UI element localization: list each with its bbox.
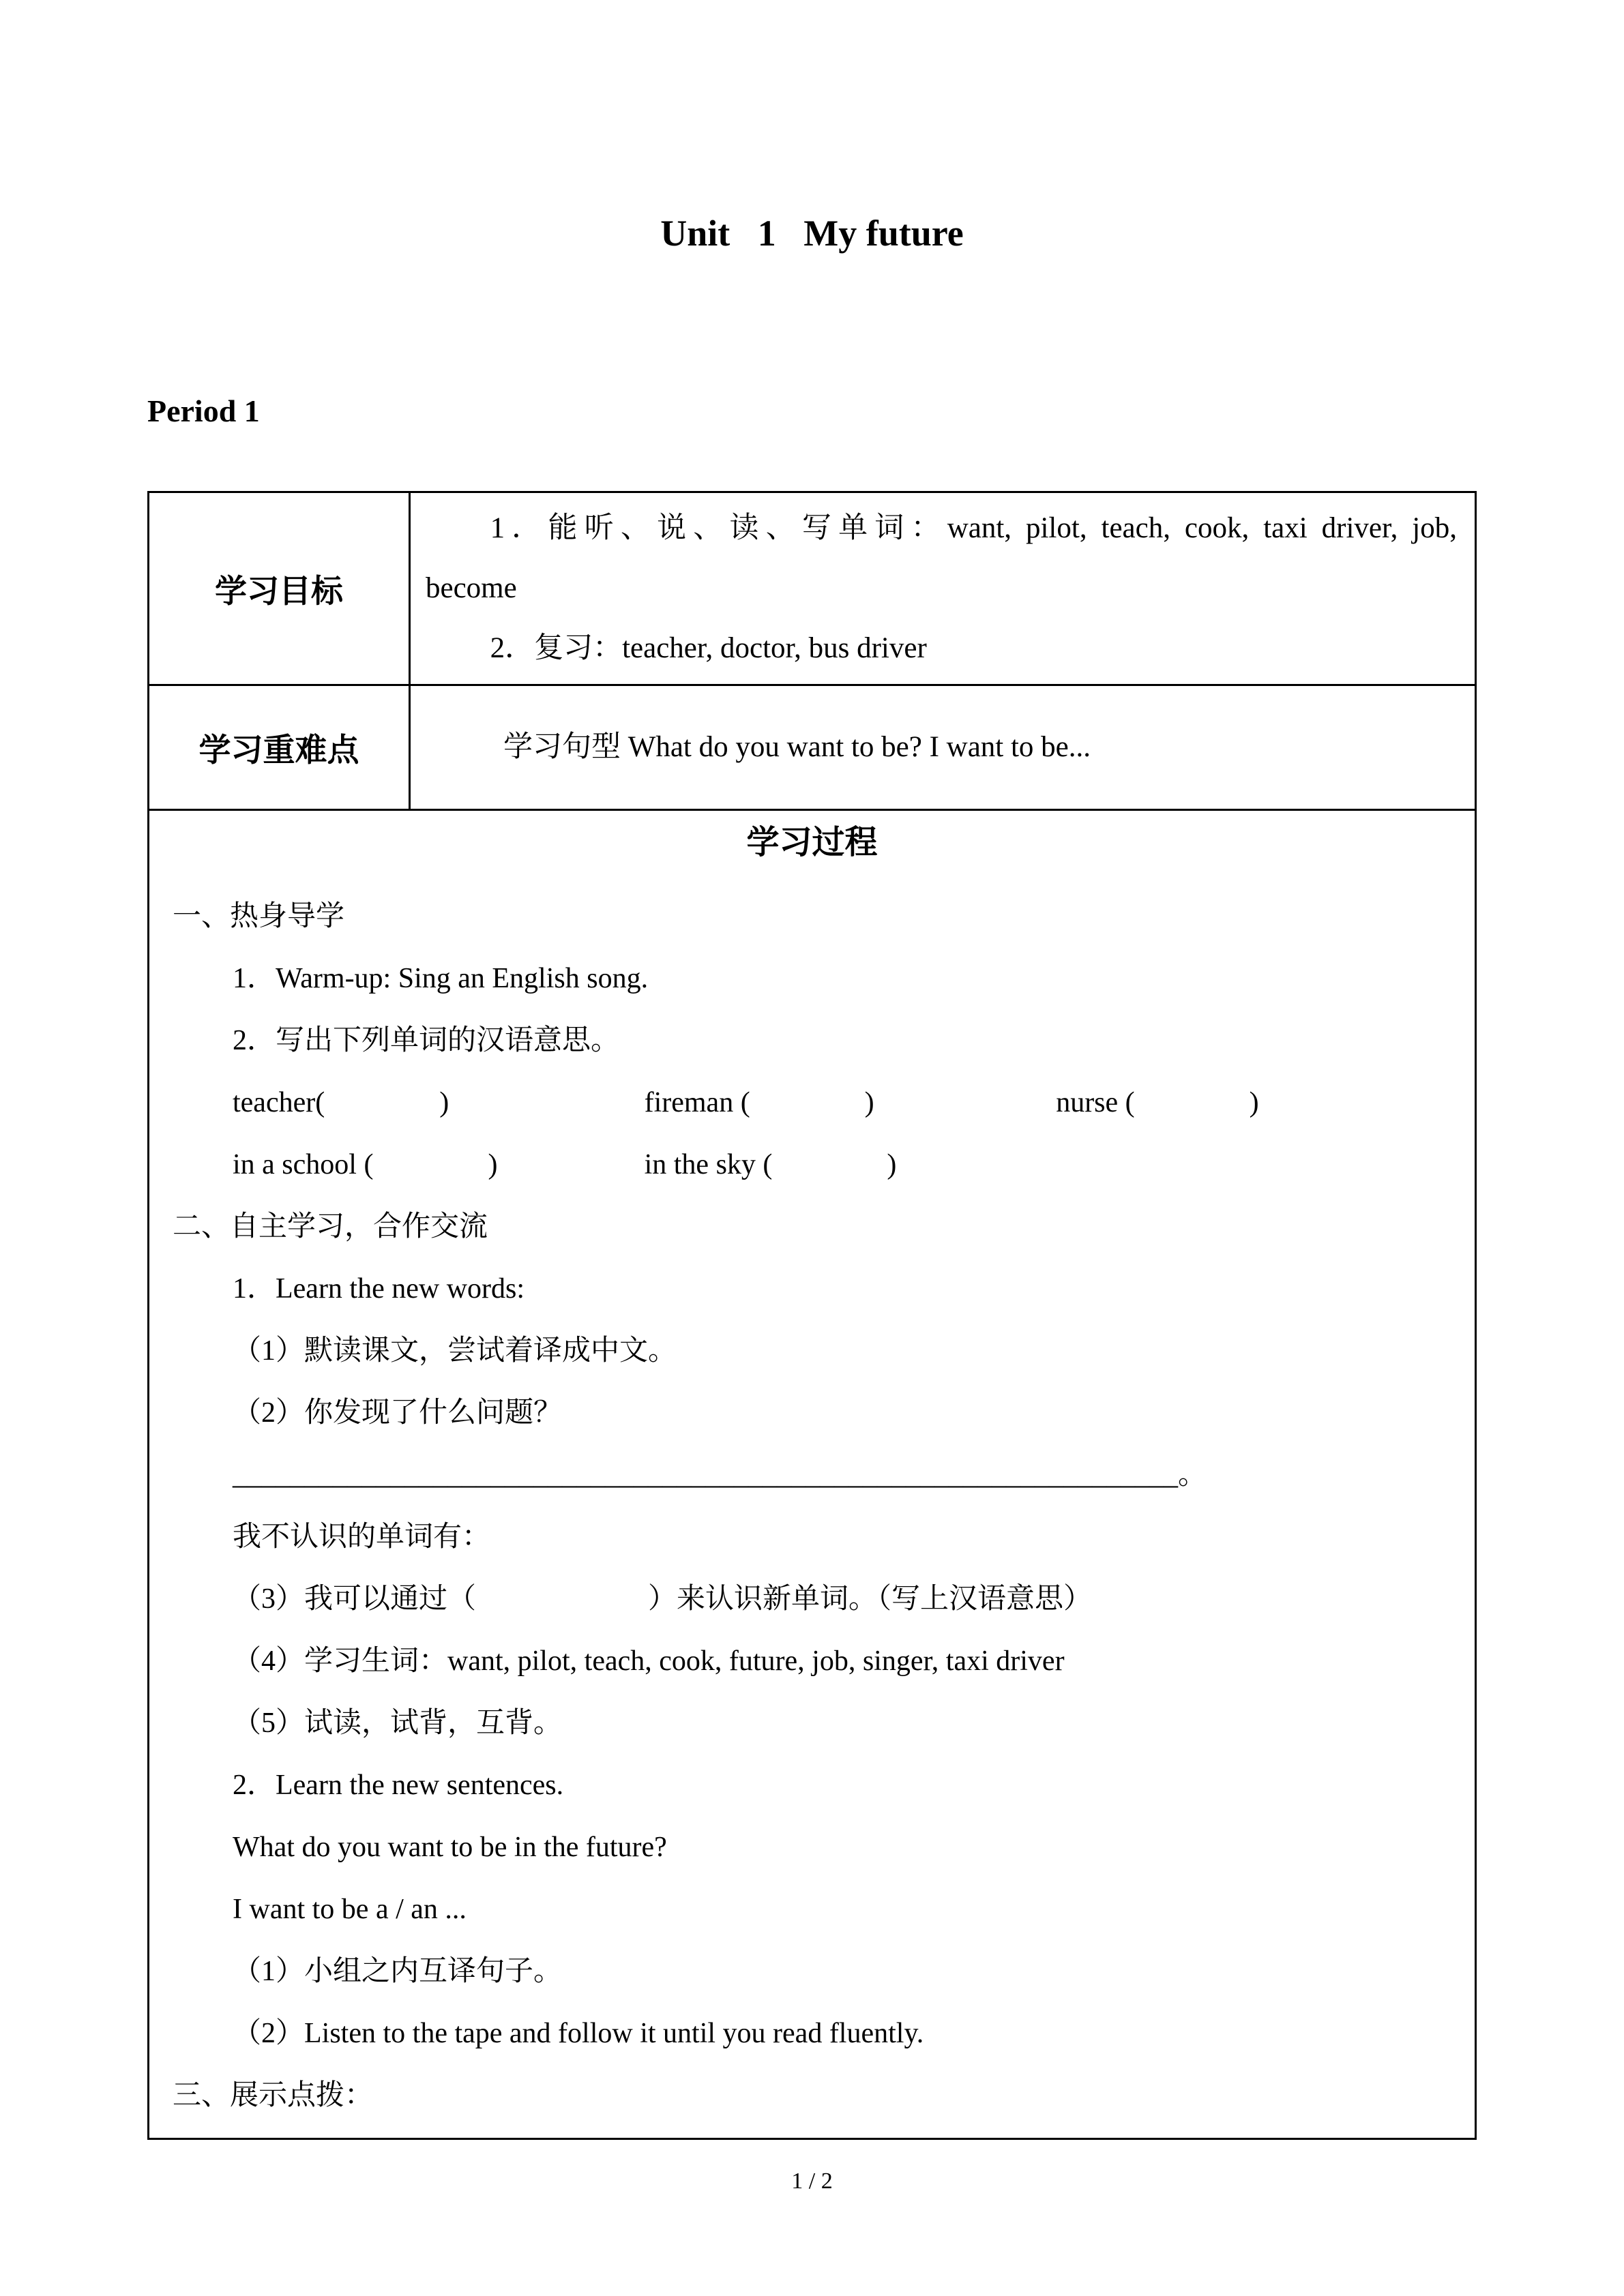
goal-line: become xyxy=(426,572,517,604)
process-line: （2）Listen to the tape and follow it until you read fluently. xyxy=(233,2018,924,2049)
fill-in-blank-item: in a school ( ) xyxy=(233,1149,498,1180)
fill-in-blank-item: fireman ( ) xyxy=(644,1087,874,1118)
table-row-goals xyxy=(149,493,1475,686)
key-points-label-cell: 学习重难点 xyxy=(149,686,411,811)
process-section xyxy=(149,811,1475,2138)
process-line xyxy=(156,1134,1468,1196)
period-heading: Period 1 xyxy=(147,393,260,428)
process-line: （1）默读课文，尝试着译成中文。 xyxy=(233,1335,677,1367)
goal-line: 2．复习：teacher, doctor, bus driver xyxy=(490,632,927,664)
process-line: I want to be a / an ... xyxy=(233,1894,467,1925)
process-line: （3）我可以通过（ ）来认识新单词。（写上汉语意思） xyxy=(233,1583,1093,1615)
goals-label-cell: 学习目标 xyxy=(149,493,411,686)
process-line: （5）试读，试背，互背。 xyxy=(233,1708,563,1739)
process-line: 一、热身导学 xyxy=(173,901,345,932)
process-line: 三、展示点拨： xyxy=(173,2080,374,2111)
process-line: （4）学习生词：want, pilot, teach, cook, future, job, singer, taxi driver xyxy=(233,1645,1065,1677)
process-line xyxy=(156,1072,1468,1134)
process-line: 我不认识的单词有： xyxy=(233,1521,491,1553)
process-line: 2．Learn the new sentences. xyxy=(233,1770,564,1801)
goal-line: 1．能听、说、读、写单词：want, pilot, teach, cook, taxi driver, job, xyxy=(490,512,1457,544)
process-line: What do you want to be in the future? xyxy=(233,1832,667,1863)
process-line: 2．写出下列单词的汉语意思。 xyxy=(233,1025,620,1056)
process-line: 二、自主学习，合作交流 xyxy=(173,1211,488,1242)
page-title: Unit 1 My future xyxy=(660,213,964,254)
page-number: 1 / 2 xyxy=(791,2168,833,2194)
process-line: （1）小组之内互译句子。 xyxy=(233,1956,563,1987)
process-line: 1．Warm-up: Sing an English song. xyxy=(233,963,649,994)
key-points-content-cell: 学习句型 What do you want to be? I want to be... xyxy=(411,686,1475,811)
fill-in-blank-item: in the sky ( ) xyxy=(644,1149,897,1180)
process-line: __________________________________________________________________。 xyxy=(233,1459,1207,1491)
process-line: （2）你发现了什么问题？ xyxy=(233,1397,563,1429)
fill-in-blank-item xyxy=(1056,1134,1468,1196)
fill-in-blank-item: nurse ( ) xyxy=(1056,1087,1259,1118)
lesson-plan-table xyxy=(147,491,1477,2140)
process-lines xyxy=(156,886,1468,2127)
process-line: 1．Learn the new words: xyxy=(233,1273,525,1304)
table-row-key-points xyxy=(149,686,1475,811)
fill-in-blank-item: teacher( ) xyxy=(233,1087,449,1118)
process-heading: 学习过程 xyxy=(746,824,878,861)
goals-content-cell xyxy=(411,493,1475,686)
